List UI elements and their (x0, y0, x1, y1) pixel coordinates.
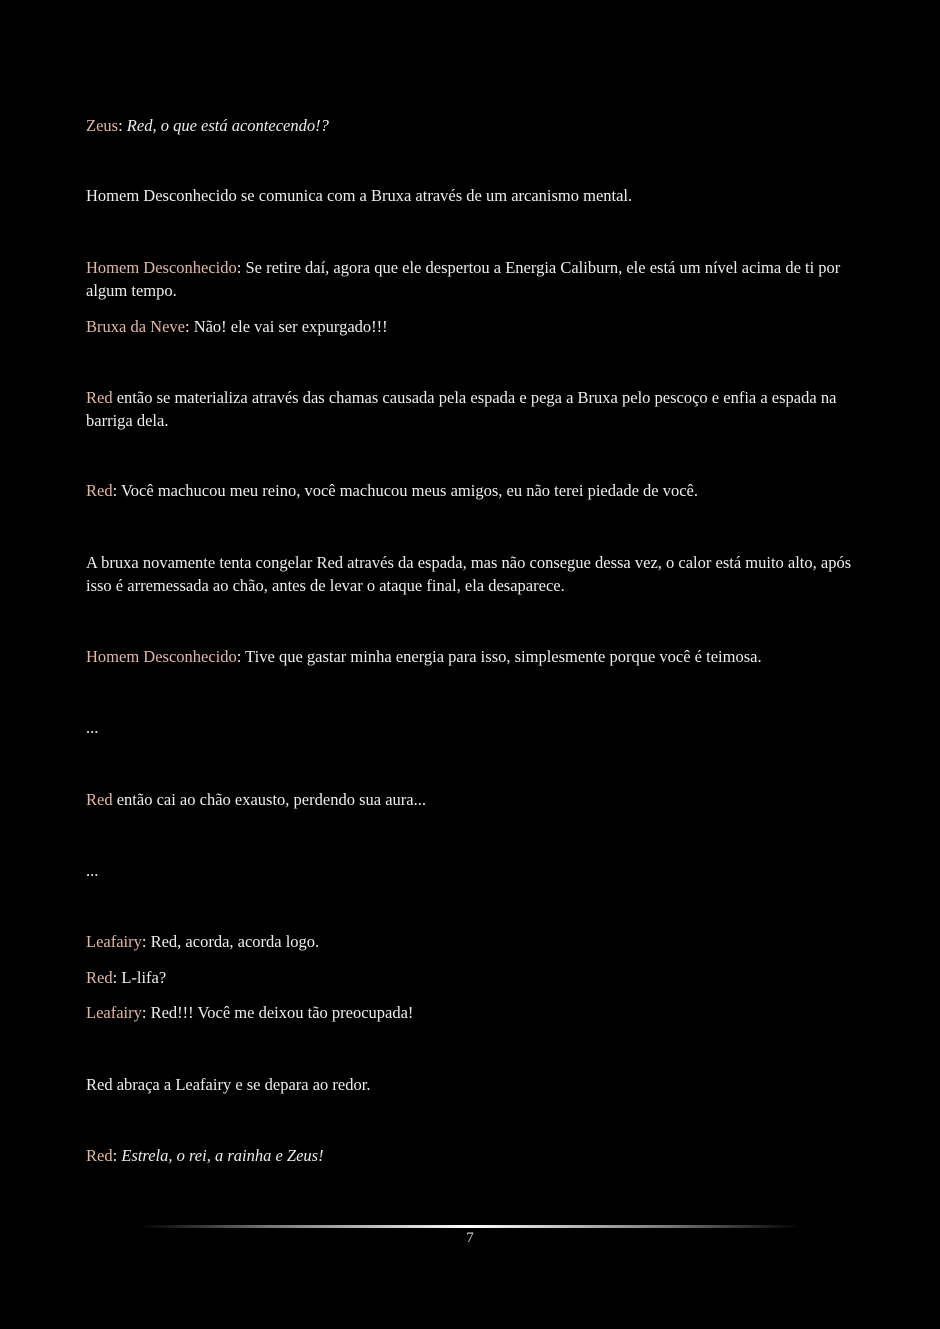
dialogue-text: Red!!! Você me deixou tão preocupada! (150, 1003, 414, 1022)
speaker-separator: : (236, 258, 246, 277)
dialogue-text: Tive que gastar minha energia para isso, simplesmente porque você é teimosa. (245, 647, 762, 666)
speaker-name: Leafairy (86, 1003, 142, 1022)
paragraph-red-line (86, 479, 861, 502)
narration-text: Homem Desconhecido se comunica com a Bruxa através de um arcanismo mental. (86, 186, 633, 205)
speaker-separator: : (118, 116, 127, 135)
speaker-separator: : (112, 968, 122, 987)
speaker-name: Red (86, 388, 113, 407)
paragraph-red-line (86, 1144, 861, 1167)
speaker-name: Homem Desconhecido (86, 647, 237, 666)
narration-text: então cai ao chão exausto, perdendo sua aura... (116, 790, 426, 809)
ellipsis-text: ... (86, 861, 99, 880)
dialogue-text: Você machucou meu reino, você machucou meus amigos, eu não terei piedade de você. (121, 481, 698, 500)
speaker-name: Red (86, 1146, 113, 1165)
paragraph-red-action (86, 386, 861, 432)
paragraph-ellipsis (86, 716, 861, 739)
paragraph-narration (86, 1073, 861, 1096)
paragraph-leafairy-line (86, 930, 861, 953)
paragraph-red-action (86, 788, 861, 811)
paragraph-narration (86, 184, 861, 207)
footer-divider (140, 1225, 800, 1228)
paragraph-narration (86, 551, 861, 597)
paragraph-red-line (86, 966, 861, 989)
narration-text: então se materializa através das chamas causada pela espada e pega a Bruxa pelo pescoço e enfia a espada na barriga dela. (86, 388, 837, 430)
speaker-name: Leafairy (86, 932, 142, 951)
speaker-separator: : (141, 1003, 151, 1022)
speaker-name: Bruxa da Neve (86, 317, 185, 336)
speaker-name: Red (86, 481, 113, 500)
speaker-separator: : (236, 647, 246, 666)
paragraph-zeus-line (86, 114, 861, 137)
speaker-name: Red (86, 968, 113, 987)
speaker-separator: : (112, 1146, 122, 1165)
speaker-name: Zeus (86, 116, 119, 135)
paragraph-homem-line (86, 256, 861, 302)
page-number: 7 (466, 1230, 474, 1246)
dialogue-text: Red, o que está acontecendo!? (126, 116, 329, 135)
narration-text: Red abraça a Leafairy e se depara ao redor. (86, 1075, 371, 1094)
speaker-separator: : (141, 932, 151, 951)
speaker-separator: : (184, 317, 194, 336)
speaker-name: Homem Desconhecido (86, 258, 237, 277)
paragraph-homem-line (86, 645, 861, 668)
dialogue-text: L-lifa? (121, 968, 167, 987)
dialogue-text: Se retire daí, agora que ele despertou a Energia Caliburn, ele está um nível acima de ti por algum tempo. (86, 258, 841, 300)
dialogue-text: Red, acorda, acorda logo. (150, 932, 320, 951)
speaker-name: Red (86, 790, 113, 809)
dialogue-text: Estrela, o rei, a rainha e Zeus! (121, 1146, 324, 1165)
speaker-separator: : (112, 481, 122, 500)
paragraph-leafairy-line (86, 1001, 861, 1024)
ellipsis-text: ... (86, 718, 99, 737)
paragraph-ellipsis (86, 859, 861, 882)
dialogue-text: Não! ele vai ser expurgado!!! (193, 317, 388, 336)
paragraph-bruxa-line (86, 315, 861, 338)
narration-text: A bruxa novamente tenta congelar Red através da espada, mas não consegue dessa vez, o calor está muito alto, após isso é arremessada ao chão, antes de levar o ataque final, ela desaparece. (86, 553, 852, 595)
